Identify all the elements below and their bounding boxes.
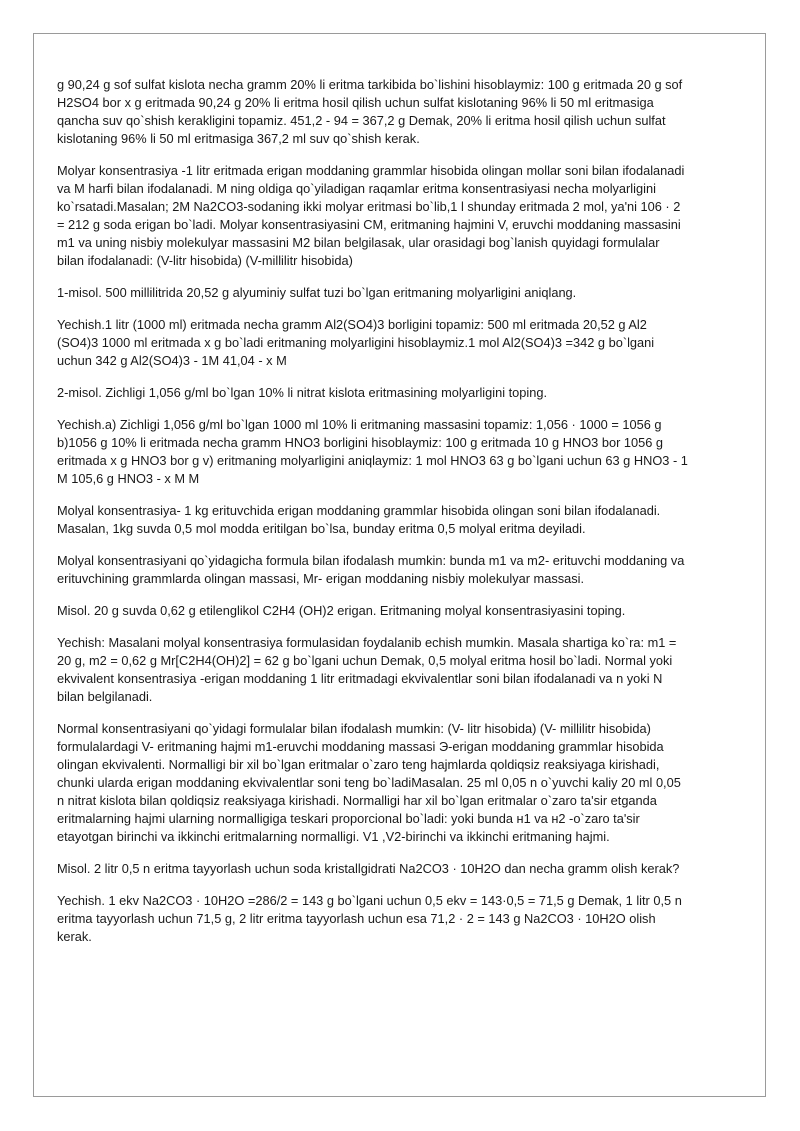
paragraph: 1-misol. 500 millilitrida 20,52 g alyuminiy sulfat tuzi bo`lgan eritmaning molyarligini aniqlang. xyxy=(57,285,577,300)
paragraph: Molyar konsentrasiya -1 litr eritmada erigan moddaning grammlar hisobida olingan mollar soni bilan ifodalanadi va M harfi bilan ifodalanadi. M ning oldiga qo`yiladigan raqamlar eritma konsentrasiyasi necha molyarligini ko`rsatadi.Masalan; 2M Na2CO3-sodaning ikki molyar eritmasi bo`lib,1 l shunday eritmada 2 mol, ya'ni 106 · 2 = 212 g soda erigan bo`ladi. Molyar konsentrasiyasini CM, eritmaning hajmini V, eruvchi moddaning massasini m1 va uning nisbiy molekulyar massasini M2 bilan belgilasak, ular orasidagi bog`lanish quyidagi formulalar bilan ifodalanadi: (V-litr hisobida) (V-millilitr hisobida) xyxy=(57,163,685,268)
paragraph: 2-misol. Zichligi 1,056 g/ml bo`lgan 10% li nitrat kislota eritmasining molyarligini toping. xyxy=(57,385,548,400)
paragraph: Yechish.a) Zichligi 1,056 g/ml bo`lgan 1000 ml 10% li eritmaning massasini topamiz: 1,056 · 1000 = 1056 g b)1056 g 10% li eritmada necha gramm HNO3 borligini hisoblaymiz: 100 g eritmada 10 g HNO3 bor 1056 g eritmada x g HNO3 bor g v) eritmaning molyarligini aniqlaymiz: 1 mol HNO3 63 g bo`lgani uchun 63 g HNO3 - 1 M 105,6 g HNO3 - x M M xyxy=(57,417,688,486)
paragraph: Misol. 2 litr 0,5 n eritma tayyorlash uchun soda kristallgidrati Na2CO3 · 10H2O dan necha gramm olish kerak? xyxy=(57,861,680,876)
paragraph: Yechish.1 litr (1000 ml) eritmada necha gramm Al2(SO4)3 borligini topamiz: 500 ml eritmada 20,52 g Al2 (SO4)3 1000 ml eritmada x g bo`ladi eritmaning molyarligini hisoblaymiz.1 mol Al2(SO4)3 =342 g bo`lgani uchun 342 g Al2(SO4)3 - 1M 41,04 - x M xyxy=(57,317,655,368)
paragraph: Yechish: Masalani molyal konsentrasiya formulasidan foydalanib echish mumkin. Masala shartiga ko`ra: m1 = 20 g, m2 = 0,62 g Mr[C2H4(OH)2] = 62 g bo`lgani uchun Demak, 0,5 molyal eritma hosil bo`ladi. Normal yoki ekvivalent konsentrasiya -erigan moddaning 1 litr eritmadagi ekvivalentlar soni bilan ifodalanadi va n yoki N bilan belgilanadi. xyxy=(57,635,677,704)
paragraph: Yechish. 1 ekv Na2CO3 · 10H2O =286/2 = 143 g bo`lgani uchun 0,5 ekv = 143·0,5 = 71,5 g Demak, 1 litr 0,5 n eritma tayyorlash uchun 71,5 g, 2 litr eritma tayyorlash uchun esa 71,2 · 2 = 143 g Na2CO3 · 10H2O olish kerak. xyxy=(57,893,682,944)
paragraph: Molyal konsentrasiyani qo`yidagicha formula bilan ifodalash mumkin: bunda m1 va m2- erituvchi moddaning va erituvchining grammlarda olingan massasi, Mr- erigan moddaning nisbiy molekulyar massasi. xyxy=(57,553,685,586)
document-body xyxy=(57,76,689,960)
paragraph: Misol. 20 g suvda 0,62 g etilenglikol C2H4 (OH)2 erigan. Eritmaning molyal konsentrasiyasini toping. xyxy=(57,603,626,618)
paragraph: Molyal konsentrasiya- 1 kg erituvchida erigan moddaning grammlar hisobida olingan soni bilan ifodalanadi. Masalan, 1kg suvda 0,5 mol modda eritilgan bo`lsa, bunday eritma 0,5 molyal eritma deyiladi. xyxy=(57,503,661,536)
paragraph: g 90,24 g sof sulfat kislota necha gramm 20% li eritma tarkibida bo`lishini hisoblaymiz: 100 g eritmada 20 g sof H2SO4 bor x g eritmada 90,24 g 20% li eritma hosil qilish uchun sulfat kislotaning 96% li 50 ml eritmasiga qancha suv qo`shish kerakligini topamiz. 451,2 - 94 = 367,2 g Demak, 20% li eritma hosil qilish uchun sulfat kislotaning 96% li 50 ml eritmasiga 367,2 ml suv qo`shish kerak. xyxy=(57,77,683,146)
paragraph: Normal konsentrasiyani qo`yidagi formulalar bilan ifodalash mumkin: (V- litr hisobida) (V- millilitr hisobida) formulalardagi V- eritmaning hajmi m1-eruvchi moddaning massasi Э-erigan moddaning grammlar hisobida olingan ekvivalenti. Normalligi bir xil bo`lgan eritmalar o`zaro teng hajmlarda qoldiqsiz reaksiyaga kirishadi, chunki ularda erigan moddaning ekvivalentlar soni teng bo`ladiMasalan. 25 ml 0,05 n o`yuvchi kaliy 20 ml 0,05 n nitrat kislota bilan qoldiqsiz reaksiyaga kirishadi. Normalligi har xil bo`lgan eritmalar o`zaro ta'sir etganda eritmalarning hajmi ularning normalligiga teskari proporcional bo`ladi: yoki bunda н1 va н2 -o`zaro ta'sir etayotgan birinchi va ikkinchi eritmalarning normalligi. V1 ,V2-birinchi va ikkinchi eritmaning hajmi. xyxy=(57,721,681,844)
